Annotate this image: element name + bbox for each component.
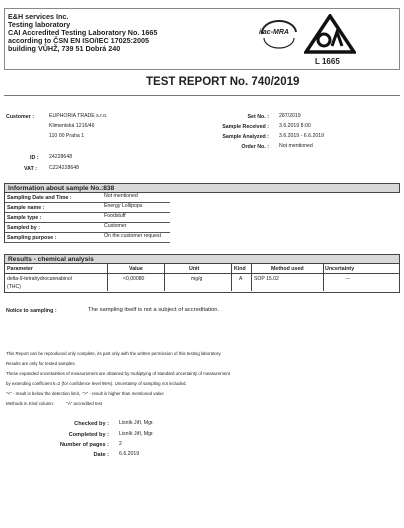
customer-name: EUPHORIA TRADE s.r.o. — [49, 113, 108, 119]
col-value: Value — [129, 266, 143, 272]
date-label: Date : — [93, 452, 109, 458]
completed-by-label: Completed by : — [68, 432, 109, 438]
sample-row-label: Sampled by : — [7, 225, 40, 231]
ilac-logo-text: ilac-MRA — [259, 29, 289, 36]
sample-analyzed-label: Sample Analyzed : — [222, 134, 269, 140]
order-no-value: Not mentioned — [279, 143, 313, 149]
col-divider — [231, 264, 232, 291]
set-no-value: 287/2019 — [279, 113, 301, 119]
report-title: TEST REPORT No. 740/2019 — [146, 76, 300, 88]
sample-info-title: Information about sample No.:838 — [4, 183, 400, 193]
sample-analyzed-value: 3.6.2019 - 6.6.2019 — [279, 133, 324, 139]
notice-label: Notice to sampling : — [6, 308, 57, 314]
result-parameter: delta-9-tetrahydrocannabinol — [7, 276, 72, 282]
sample-row — [5, 203, 170, 213]
checked-by-value: Lisník Jiří, Mgr. — [119, 420, 154, 426]
col-divider — [251, 264, 252, 291]
results-title: Results - chemical analysis — [4, 254, 400, 264]
result-value: <0,00080 — [123, 276, 145, 282]
title-divider — [4, 95, 400, 96]
col-uncertainty: Uncertainty — [325, 266, 355, 272]
pages-label: Number of pages : — [59, 442, 109, 448]
sample-row-value: Energy Lollipops — [104, 203, 143, 209]
date-value: 6.6.2019 — [119, 451, 140, 457]
cai-logo — [304, 14, 356, 54]
customer-id-label: ID : — [30, 155, 39, 161]
sample-row-value: Customer — [104, 223, 127, 229]
sample-row-label: Sampling purpose : — [7, 235, 57, 241]
result-unit: mg/g — [191, 276, 203, 282]
ilac-mra-logo — [256, 18, 302, 50]
sample-received-value: 3.6.2019 8:00 — [279, 123, 311, 129]
result-parameter-line2: (THC) — [7, 284, 21, 290]
customer-city: 110 00 Praha 1 — [49, 133, 85, 139]
col-divider — [323, 264, 324, 291]
notice-text: The sampling itself is not a subject of accreditation. — [88, 307, 220, 313]
header-line: E&H services Inc. — [8, 12, 69, 21]
footnote: Methods in Kind column: "A" accredited test — [6, 401, 103, 406]
sample-row — [5, 193, 170, 203]
customer-vat-value: CZ24228648 — [49, 165, 79, 171]
header-line: according to ČSN EN ISO/IEC 17025:2005 — [8, 36, 150, 45]
sample-row — [5, 223, 170, 233]
sample-info-table — [4, 193, 401, 243]
completed-by-value: Lisník Jiří, Mgr. — [119, 431, 154, 437]
customer-vat-label: VAT : — [24, 166, 38, 172]
cai-triangle-icon — [304, 14, 356, 54]
header-line: building VŮHŽ, 739 51 Dobrá 240 — [8, 44, 121, 53]
col-method: Method used — [271, 266, 304, 272]
sample-row — [5, 213, 170, 223]
customer-label: Customer : — [6, 114, 34, 120]
col-unit: Unit — [189, 266, 200, 272]
sample-row-value: Not mentioned — [104, 193, 138, 199]
footnotes — [6, 349, 230, 409]
footnote: These expanded uncertainties of measurement are obtained by multiplying of standard uncertainty of measurement — [6, 371, 231, 376]
order-no-label: Order No. : — [241, 144, 269, 150]
footnote: by extending coefficient k=2 (for confidence level 95%). Uncertainty of sampling not included. — [6, 381, 187, 386]
customer-street: Klimentská 1216/46 — [49, 123, 95, 129]
col-divider — [164, 264, 165, 291]
col-kind: Kind — [234, 266, 246, 272]
result-method: SOP 15.02 — [254, 276, 279, 282]
results-table — [4, 264, 400, 293]
cai-number: L 1665 — [315, 57, 340, 66]
footnote: "<" - result is below the detection limit, ">" - result is higher than mentioned value — [6, 391, 164, 396]
sample-row-label: Sample name : — [7, 205, 45, 211]
footnote: This Report can be reproduced only complete, its part only with the written permission of this testing laboratory. — [6, 351, 222, 356]
header-line: CAI Accredited Testing Laboratory No. 1665 — [8, 28, 158, 37]
pages-value: 2 — [119, 441, 122, 447]
col-parameter: Parameter — [7, 266, 33, 272]
set-no-label: Set No. : — [247, 114, 269, 120]
result-uncertainty: --- — [345, 276, 351, 282]
header-line: Testing laboratory — [8, 20, 71, 29]
footnote: Results are only for tested samples. — [6, 361, 76, 366]
col-divider — [107, 264, 108, 291]
sample-row-label: Sample type : — [7, 215, 42, 221]
sample-row-label: Sampling Date and Time : — [7, 195, 72, 201]
sample-received-label: Sample Received : — [222, 124, 269, 130]
lab-name — [8, 13, 157, 53]
sample-row-value: On the customer request — [104, 233, 162, 239]
sample-row-value: Foodstuff — [104, 213, 126, 219]
customer-id-value: 24228648 — [49, 154, 73, 160]
checked-by-label: Checked by : — [74, 421, 109, 427]
result-kind: A — [239, 276, 243, 282]
